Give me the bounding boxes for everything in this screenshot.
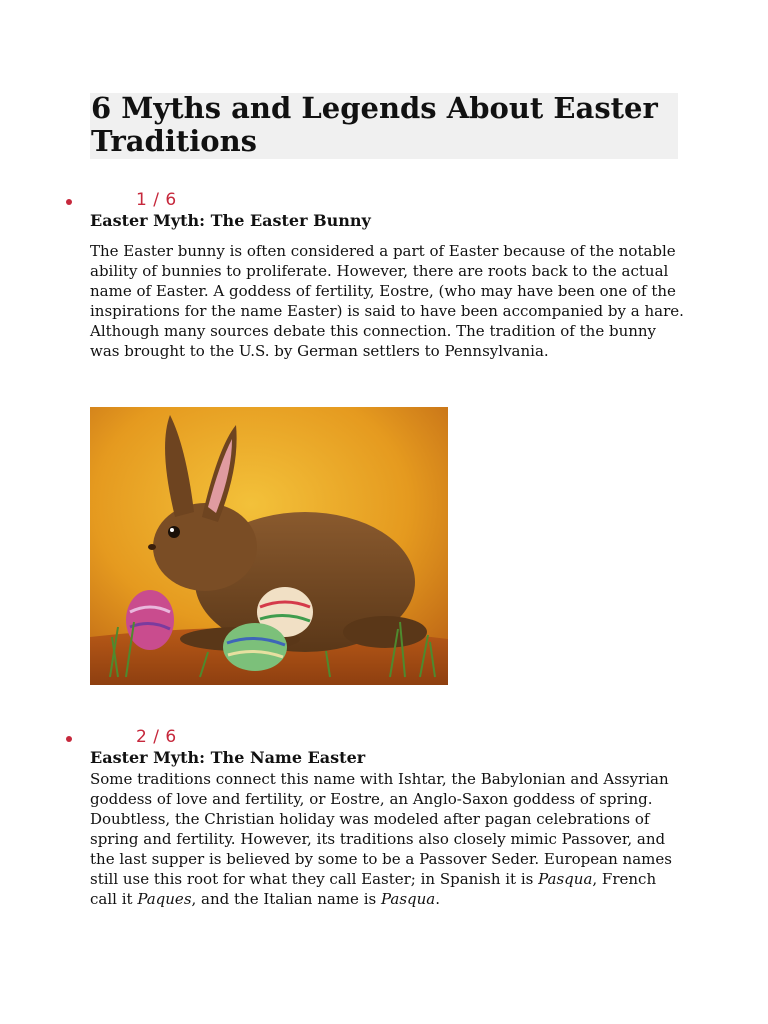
easter-bunny-image — [90, 407, 448, 685]
bullet-icon — [66, 199, 72, 205]
item-body — [90, 769, 685, 909]
body-text-a: Some traditions connect this name with Ishtar, the Babylonian and Assyrian goddess of love and fertility, or Eostre, an Anglo-Saxon goddess of spring. Doubtless, the Christian holiday was modeled after pagan celebrations of spring and fertility. However, its traditions also closely mimic Passover, and the last supper is believed by some to be a Passover Seder. European names still use this root for what they call Easter; in Spanish it is — [90, 770, 672, 888]
emphasis-pasqua-italian: Pasqua — [380, 890, 436, 908]
bullet-icon — [66, 736, 72, 742]
body-text-b: , French call it — [90, 870, 657, 908]
slide-counter: 2 / 6 — [136, 727, 177, 747]
page-title: 6 Myths and Legends About Easter Traditions — [91, 91, 658, 158]
body-text-c: , and the Italian name is — [191, 890, 381, 908]
item-heading: Easter Myth: The Name Easter — [90, 748, 366, 767]
emphasis-paques: Paques — [137, 890, 192, 908]
item-body: The Easter bunny is often considered a part of Easter because of the notable ability of bunnies to proliferate. However, there are roots back to the actual name of Easter. A goddess of fertility, Eostre, (who may have been one of the inspirations for the name Easter) is said to have been accompanied by a hare. Although many sources debate this connection. The tradition of the bunny was brought to the U.S. by German settlers to Pennsylvania. — [90, 242, 684, 360]
item-heading: Easter Myth: The Easter Bunny — [90, 211, 371, 230]
slide-counter: 1 / 6 — [136, 190, 177, 210]
body-text-d: . — [435, 890, 441, 908]
emphasis-pasqua: Pasqua — [538, 870, 593, 888]
